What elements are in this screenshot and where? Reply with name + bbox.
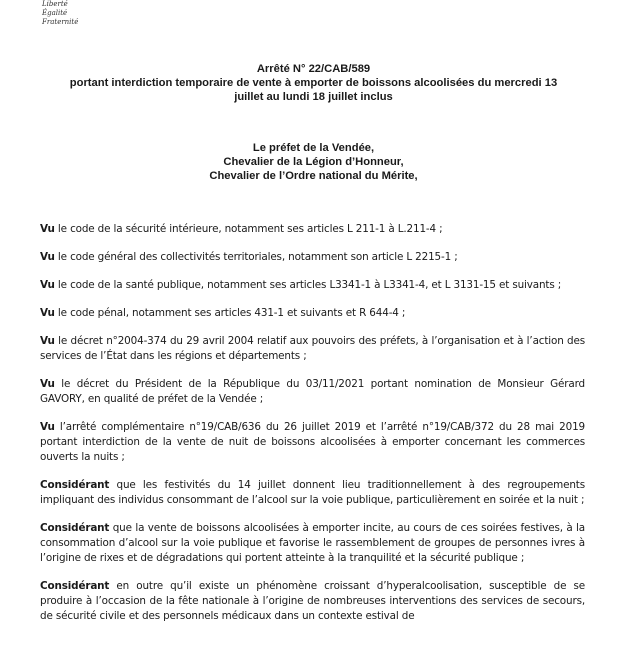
paragraph-text: l’arrêté complémentaire n°19/CAB/636 du 26 juillet 2019 et l’arrêté n°19/CAB/372 du 28 mai 2019 portant interdiction de la vente de nuit de boissons alcoolisées à emporter concernant les commerces ouverts la nuits ; — [40, 421, 585, 463]
paragraph-text: que les festivités du 14 juillet donnent lieu traditionnellement à des regroupements impliquant des individus consommant de l’alcool sur la voie publique, particulièrement en soirée et la nuit ; — [40, 479, 585, 506]
decree-subtitle-line1: portant interdiction temporaire de vente à emporter de boissons alcoolisées du mercredi 13 — [69, 77, 558, 89]
visa-paragraph — [40, 278, 585, 293]
paragraph-text: le code pénal, notamment ses articles 431-1 et suivants et R 644-4 ; — [54, 307, 406, 319]
paragraph-lead: Considérant — [40, 522, 110, 534]
decree-subtitle-line2: juillet au lundi 18 juillet inclus — [234, 91, 393, 103]
paragraph-lead: Vu — [40, 421, 55, 433]
considerant-paragraph — [40, 478, 585, 508]
visa-paragraph — [40, 377, 585, 407]
considerant-paragraph — [40, 579, 585, 624]
paragraph-lead: Vu — [40, 223, 55, 235]
motto-liberte: Liberté — [42, 0, 68, 8]
paragraph-text: en outre qu’il existe un phénomène croissant d’hyperalcoolisation, susceptible de se produire à l’occasion de la fête nationale à l’origine de nombreuses interventions des services de secours, de sécurité civile et des personnels médicaux dans un contexte estival de — [40, 580, 585, 622]
visa-paragraph — [40, 250, 585, 265]
visa-paragraph — [40, 222, 585, 237]
paragraph-text: le code de la santé publique, notamment ses articles L3341-1 à L3341-4, et L 3131-15 et suivants ; — [54, 279, 562, 291]
considerant-paragraph — [40, 521, 585, 566]
prefet-line1: Le préfet de la Vendée, — [252, 142, 375, 154]
paragraph-lead: Vu — [40, 378, 55, 390]
paragraph-text: le décret du Président de la République du 03/11/2021 portant nomination de Monsieur Gérard GAVORY, en qualité de préfet de la Vendée ; — [40, 378, 585, 405]
visa-paragraph — [40, 334, 585, 364]
paragraph-text: le code de la sécurité intérieure, notamment ses articles L 211-1 à L.211-4 ; — [54, 223, 443, 235]
paragraph-text: le code général des collectivités territoriales, notamment son article L 2215-1 ; — [54, 251, 458, 263]
decree-title — [30, 62, 597, 104]
visa-paragraph — [40, 420, 585, 465]
prefet-line3: Chevalier de l’Ordre national du Mérite, — [209, 170, 418, 182]
visa-paragraph — [40, 306, 585, 321]
paragraph-lead: Vu — [40, 279, 55, 291]
republic-motto — [42, 0, 78, 27]
decree-body — [40, 222, 585, 637]
motto-fraternite: Fraternité — [42, 18, 79, 26]
prefet-heading — [30, 141, 597, 183]
paragraph-text: le décret n°2004-374 du 29 avril 2004 relatif aux pouvoirs des préfets, à l’organisation et à l’action des services de l’État dans les régions et départements ; — [40, 335, 585, 362]
paragraph-lead: Vu — [40, 335, 55, 347]
paragraph-lead: Considérant — [40, 580, 110, 592]
paragraph-lead: Considérant — [40, 479, 110, 491]
decree-reference: Arrêté N° 22/CAB/589 — [256, 63, 371, 75]
paragraph-lead: Vu — [40, 307, 55, 319]
paragraph-lead: Vu — [40, 251, 55, 263]
motto-egalite: Égalité — [42, 9, 68, 17]
prefet-line2: Chevalier de la Légion d’Honneur, — [223, 156, 404, 168]
paragraph-text: que la vente de boissons alcoolisées à emporter incite, au cours de ces soirées festives, à la consommation d’alcool sur la voie publique et favorise le rassemblement de groupes de personnes ivres à l’origine de rixes et de dégradations qui portent atteinte à la tranquilité et la sécurité publique ; — [40, 522, 585, 564]
